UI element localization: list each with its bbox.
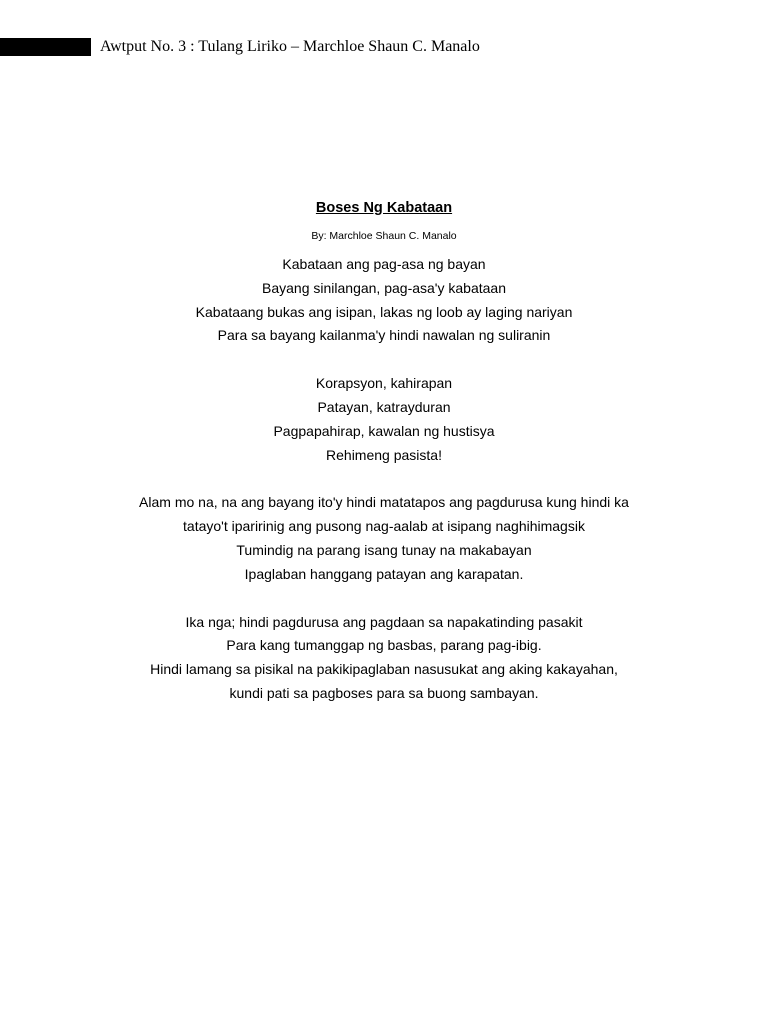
- stanza-1: [0, 253, 768, 348]
- poem-line: Hindi lamang sa pisikal na pakikipaglaban nasusukat ang aking kakayahan,: [150, 661, 618, 678]
- poem-line: Patayan, katrayduran: [317, 398, 451, 415]
- poem-line: Kabataan ang pag-asa ng bayan: [282, 256, 486, 272]
- poem-line: Pagpapahirap, kawalan ng hustisya: [273, 422, 495, 439]
- stanza-2: [0, 372, 768, 467]
- poem: [0, 198, 768, 706]
- poem-line: Para sa bayang kailanma'y hindi nawalan ng suliranin: [217, 327, 551, 344]
- poem-line: Korapsyon, kahirapan: [315, 375, 453, 392]
- poem-line: kundi pati sa pagboses para sa buong sambayan.: [229, 684, 539, 701]
- poem-line: Para kang tumanggap ng basbas, parang pag-ibig.: [226, 637, 542, 654]
- poem-line: Alam mo na, na ang bayang ito'y hindi matatapos ang pagdurusa kung hindi ka: [139, 494, 629, 511]
- poem-line: Kabataang bukas ang isipan, lakas ng loob ay laging nariyan: [195, 303, 573, 320]
- poem-line: Tumindig na parang isang tunay na makabayan: [236, 541, 532, 558]
- poem-author: By: Marchloe Shaun C. Manalo: [311, 230, 457, 242]
- stanza-4: [0, 611, 768, 706]
- stanza-3: [0, 491, 768, 586]
- poem-line: Bayang sinilangan, pag-asa'y kabataan: [262, 279, 506, 296]
- header-black-bar: [0, 38, 91, 56]
- header-title: Awtput No. 3 : Tulang Liriko – Marchloe Shaun C. Manalo: [100, 38, 480, 55]
- poem-line: Ika nga; hindi pagdurusa ang pagdaan sa napakatinding pasakit: [185, 613, 583, 630]
- poem-title: Boses Ng Kabataan: [315, 200, 453, 216]
- poem-line: Rehimeng pasista!: [326, 446, 442, 463]
- poem-line: Ipaglaban hanggang patayan ang karapatan.: [244, 565, 524, 582]
- poem-line: tatayo't iparirinig ang pusong nag-aalab at isipang naghihimagsik: [183, 518, 585, 535]
